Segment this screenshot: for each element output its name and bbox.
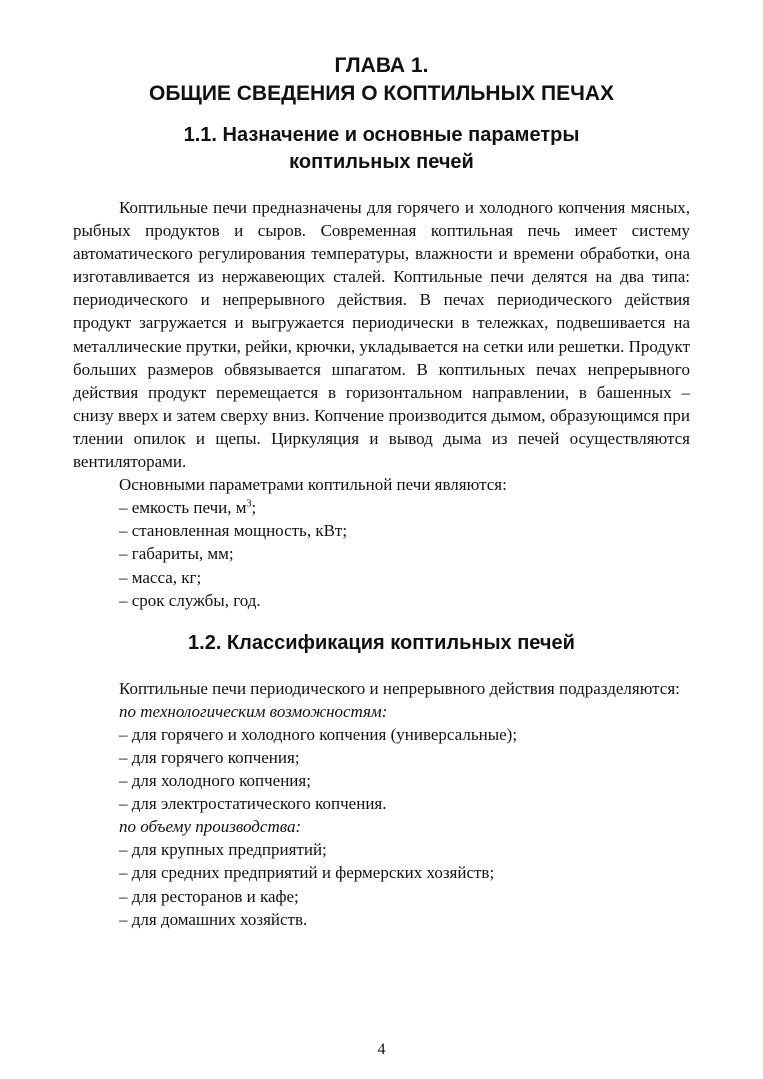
section-1-title-line-2: коптильных печей (289, 151, 474, 173)
document-page (73, 52, 690, 931)
section-1-paragraph-2: Основными параметрами коптильной печи являются: (119, 475, 507, 495)
param-power: – становленная мощность, кВт; (119, 521, 348, 541)
param-capacity-text: – емкость печи, м (119, 498, 247, 518)
list-item: – для домашних хозяйств. (119, 909, 308, 929)
chapter-title-line-2: ОБЩИЕ СВЕДЕНИЯ О КОПТИЛЬНЫХ ПЕЧАХ (148, 82, 614, 105)
section-2-paragraph-1: Коптильные печи периодического и непрерывного действия подразделяются: (119, 678, 680, 698)
param-dimensions: – габариты, мм; (119, 544, 234, 564)
group-2-label: по объему производства: (119, 817, 302, 837)
param-capacity-superscript: 3 (246, 498, 252, 510)
param-capacity-suffix: ; (251, 498, 257, 518)
section-1-title-line-1: 1.1. Назначение и основные параметры (183, 124, 580, 146)
list-item: – для холодного копчения; (119, 771, 311, 791)
section-1-paragraph-1: Коптильные печи предназначены для горячего и холодного копчения мясных, рыбных продуктов и сыров. Современная коптильная печь имеет систему автоматического регулирования температуры, влажности и времени обработки, она изготавливается из нержавеющих сталей. Коптильные печи делятся на два типа: периодического и непрерывного действия. В печах периодического действия продукт загружается и выгружается периодически в тележках, подвешивается на металлические прутки, рейки, крючки, укладывается на сетки или решетки. Продукт больших размеров обвязывается шпагатом. В коптильных печах непрерывного действия продукт перемещается в горизонтальном направлении, в башенных – снизу вверх и затем сверху вниз. Копчение производится дымом, образующимся при тлении опилок и щепы. Циркуляция и вывод дыма из печей осуществляются вентиляторами. (73, 198, 690, 472)
section-2-title: 1.2. Классификация коптильных печей (188, 631, 575, 654)
group-2-list (73, 838, 690, 930)
param-capacity (119, 496, 690, 519)
list-item: – для электростатического копчения. (119, 794, 387, 814)
list-item: – для средних предприятий и фермерских хозяйств; (119, 863, 495, 883)
param-mass: – масса, кг; (119, 567, 202, 587)
list-item: – для горячего копчения; (119, 747, 300, 767)
chapter-title-line-1: ГЛАВА 1. (334, 54, 429, 77)
page-number: 4 (377, 1041, 386, 1058)
section-2-body (73, 677, 690, 931)
list-item: – для ресторанов и кафе; (119, 886, 299, 906)
group-1-list (73, 723, 690, 815)
section-1-title (73, 122, 690, 176)
list-item: – для крупных предприятий; (119, 840, 327, 860)
group-1-label: по технологическим возможностям: (119, 701, 388, 721)
parameters-list (73, 496, 690, 611)
section-1-body (73, 196, 690, 612)
param-service-life: – срок службы, год. (119, 590, 261, 610)
chapter-title (73, 52, 690, 108)
list-item: – для горячего и холодного копчения (универсальные); (119, 724, 518, 744)
